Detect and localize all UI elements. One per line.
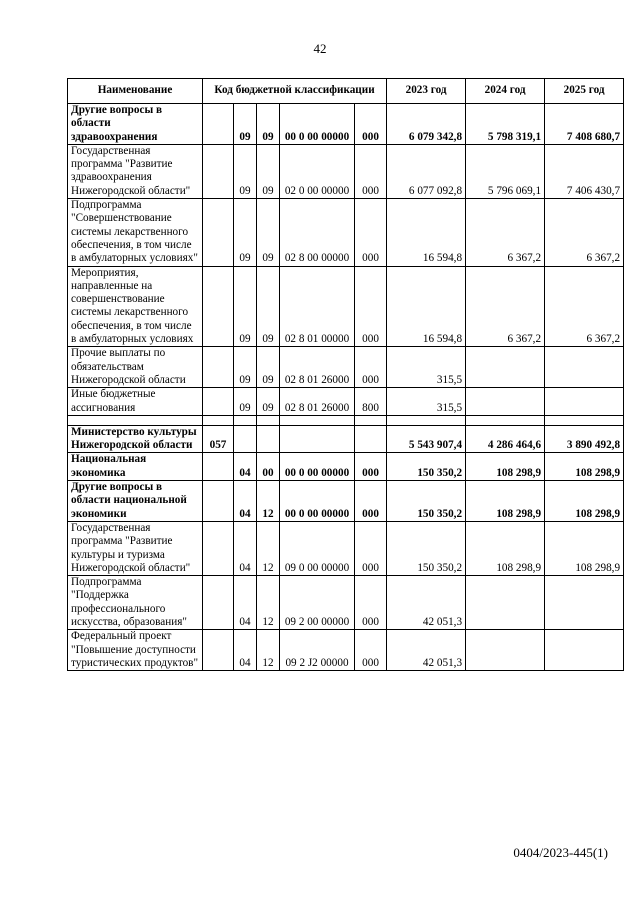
row-section-code: 04: [234, 521, 257, 575]
table-row: [68, 576, 624, 630]
row-expense-type-code: [355, 425, 387, 453]
row-name: Другие вопросы в области национальной экономики: [68, 481, 203, 522]
row-amount-2024: 5 798 319,1: [466, 104, 545, 145]
row-name: Государственная программа "Развитие культуры и туризма Нижегородской области": [68, 521, 203, 575]
row-target-article-code: 00 0 00 00000: [280, 481, 355, 522]
row-section-code: [234, 425, 257, 453]
row-amount-2024: [466, 415, 545, 425]
row-ved-code: 057: [203, 425, 234, 453]
table-row: [68, 630, 624, 671]
row-expense-type-code: 000: [355, 630, 387, 671]
table-row: [68, 347, 624, 388]
row-expense-type-code: 000: [355, 104, 387, 145]
row-amount-2023: 16 594,8: [387, 199, 466, 266]
row-subsection-code: 12: [257, 481, 280, 522]
row-expense-type-code: [355, 415, 387, 425]
header-code: Код бюджетной классификации: [203, 79, 387, 104]
row-amount-2025: 108 298,9: [545, 453, 624, 481]
header-2025: 2025 год: [545, 79, 624, 104]
budget-table: [67, 78, 624, 671]
table-row: [68, 388, 624, 416]
row-name: [68, 415, 203, 425]
row-name: Федеральный проект "Повышение доступности туристических продуктов": [68, 630, 203, 671]
row-section-code: 09: [234, 104, 257, 145]
table-body: [68, 104, 624, 671]
row-expense-type-code: 000: [355, 144, 387, 198]
row-amount-2025: 7 406 430,7: [545, 144, 624, 198]
row-amount-2024: [466, 630, 545, 671]
row-section-code: 09: [234, 199, 257, 266]
row-target-article-code: 09 2 J2 00000: [280, 630, 355, 671]
row-ved-code: [203, 144, 234, 198]
row-target-article-code: 09 0 00 00000: [280, 521, 355, 575]
row-ved-code: [203, 521, 234, 575]
row-target-article-code: [280, 425, 355, 453]
row-name: Подпрограмма "Поддержка профессионального искусства, образования": [68, 576, 203, 630]
table-row: [68, 104, 624, 145]
row-subsection-code: [257, 415, 280, 425]
row-name: Государственная программа "Развитие здравоохранения Нижегородской области": [68, 144, 203, 198]
row-subsection-code: 09: [257, 104, 280, 145]
row-ved-code: [203, 104, 234, 145]
row-amount-2024: 6 367,2: [466, 199, 545, 266]
header-2023: 2023 год: [387, 79, 466, 104]
row-amount-2024: 108 298,9: [466, 481, 545, 522]
row-amount-2023: 16 594,8: [387, 266, 466, 347]
row-amount-2023: 150 350,2: [387, 521, 466, 575]
row-amount-2023: 6 077 092,8: [387, 144, 466, 198]
row-target-article-code: 02 8 01 26000: [280, 388, 355, 416]
header-name: Наименование: [68, 79, 203, 104]
row-amount-2024: 6 367,2: [466, 266, 545, 347]
row-name: Прочие выплаты по обязательствам Нижегородской области: [68, 347, 203, 388]
row-subsection-code: [257, 425, 280, 453]
row-amount-2025: [545, 415, 624, 425]
row-amount-2024: 108 298,9: [466, 521, 545, 575]
row-amount-2025: [545, 576, 624, 630]
table-header-row: [68, 79, 624, 104]
table-row: [68, 481, 624, 522]
table-row: [68, 199, 624, 266]
row-subsection-code: 09: [257, 266, 280, 347]
row-amount-2023: 315,5: [387, 347, 466, 388]
row-section-code: [234, 415, 257, 425]
row-amount-2023: 150 350,2: [387, 453, 466, 481]
row-amount-2024: 5 796 069,1: [466, 144, 545, 198]
row-name: Иные бюджетные ассигнования: [68, 388, 203, 416]
row-amount-2023: 5 543 907,4: [387, 425, 466, 453]
row-subsection-code: 12: [257, 521, 280, 575]
row-amount-2025: 7 408 680,7: [545, 104, 624, 145]
row-target-article-code: 02 8 01 00000: [280, 266, 355, 347]
row-amount-2025: [545, 630, 624, 671]
row-ved-code: [203, 199, 234, 266]
row-subsection-code: 00: [257, 453, 280, 481]
row-section-code: 04: [234, 453, 257, 481]
row-ved-code: [203, 576, 234, 630]
row-target-article-code: [280, 415, 355, 425]
row-amount-2025: 3 890 492,8: [545, 425, 624, 453]
row-name: Подпрограмма "Совершенствование системы лекарственного обеспечения, в том числе в амбулаторных условиях": [68, 199, 203, 266]
row-amount-2025: 6 367,2: [545, 199, 624, 266]
row-amount-2024: [466, 388, 545, 416]
row-amount-2023: 42 051,3: [387, 576, 466, 630]
row-amount-2024: [466, 576, 545, 630]
row-section-code: 04: [234, 630, 257, 671]
table-row: [68, 521, 624, 575]
row-name: Национальная экономика: [68, 453, 203, 481]
row-expense-type-code: 800: [355, 388, 387, 416]
row-section-code: 04: [234, 481, 257, 522]
row-section-code: 09: [234, 144, 257, 198]
row-amount-2023: 315,5: [387, 388, 466, 416]
document-code: 0404/2023-445(1): [513, 845, 608, 860]
row-target-article-code: 02 8 00 00000: [280, 199, 355, 266]
row-amount-2025: 108 298,9: [545, 521, 624, 575]
row-amount-2024: [466, 347, 545, 388]
row-target-article-code: 09 2 00 00000: [280, 576, 355, 630]
page-number: 42: [313, 41, 327, 56]
row-expense-type-code: 000: [355, 347, 387, 388]
table-row: [68, 425, 624, 453]
row-target-article-code: 00 0 00 00000: [280, 104, 355, 145]
row-subsection-code: 12: [257, 576, 280, 630]
row-expense-type-code: 000: [355, 199, 387, 266]
row-expense-type-code: 000: [355, 521, 387, 575]
row-ved-code: [203, 453, 234, 481]
row-amount-2023: 150 350,2: [387, 481, 466, 522]
row-expense-type-code: 000: [355, 576, 387, 630]
row-section-code: 04: [234, 576, 257, 630]
row-amount-2024: 4 286 464,6: [466, 425, 545, 453]
row-name: Другие вопросы в области здравоохранения: [68, 104, 203, 145]
header-2024: 2024 год: [466, 79, 545, 104]
row-subsection-code: 09: [257, 199, 280, 266]
row-amount-2023: 6 079 342,8: [387, 104, 466, 145]
row-subsection-code: 09: [257, 347, 280, 388]
row-subsection-code: 09: [257, 388, 280, 416]
row-section-code: 09: [234, 347, 257, 388]
row-ved-code: [203, 266, 234, 347]
row-expense-type-code: 000: [355, 481, 387, 522]
row-target-article-code: 00 0 00 00000: [280, 453, 355, 481]
row-amount-2025: 108 298,9: [545, 481, 624, 522]
table-row: [68, 266, 624, 347]
row-amount-2023: [387, 415, 466, 425]
row-target-article-code: 02 0 00 00000: [280, 144, 355, 198]
row-ved-code: [203, 415, 234, 425]
table-row: [68, 415, 624, 425]
row-name: Министерство культуры Нижегородской области: [68, 425, 203, 453]
row-amount-2025: [545, 347, 624, 388]
row-expense-type-code: 000: [355, 266, 387, 347]
row-amount-2025: 6 367,2: [545, 266, 624, 347]
row-amount-2024: 108 298,9: [466, 453, 545, 481]
row-ved-code: [203, 347, 234, 388]
row-amount-2025: [545, 388, 624, 416]
row-ved-code: [203, 630, 234, 671]
row-section-code: 09: [234, 266, 257, 347]
row-subsection-code: 12: [257, 630, 280, 671]
row-expense-type-code: 000: [355, 453, 387, 481]
row-ved-code: [203, 388, 234, 416]
table-row: [68, 144, 624, 198]
row-ved-code: [203, 481, 234, 522]
row-amount-2023: 42 051,3: [387, 630, 466, 671]
row-section-code: 09: [234, 388, 257, 416]
row-name: Мероприятия, направленные на совершенствование системы лекарственного обеспечения, в том числе в амбулаторных условиях: [68, 266, 203, 347]
table-row: [68, 453, 624, 481]
row-subsection-code: 09: [257, 144, 280, 198]
row-target-article-code: 02 8 01 26000: [280, 347, 355, 388]
